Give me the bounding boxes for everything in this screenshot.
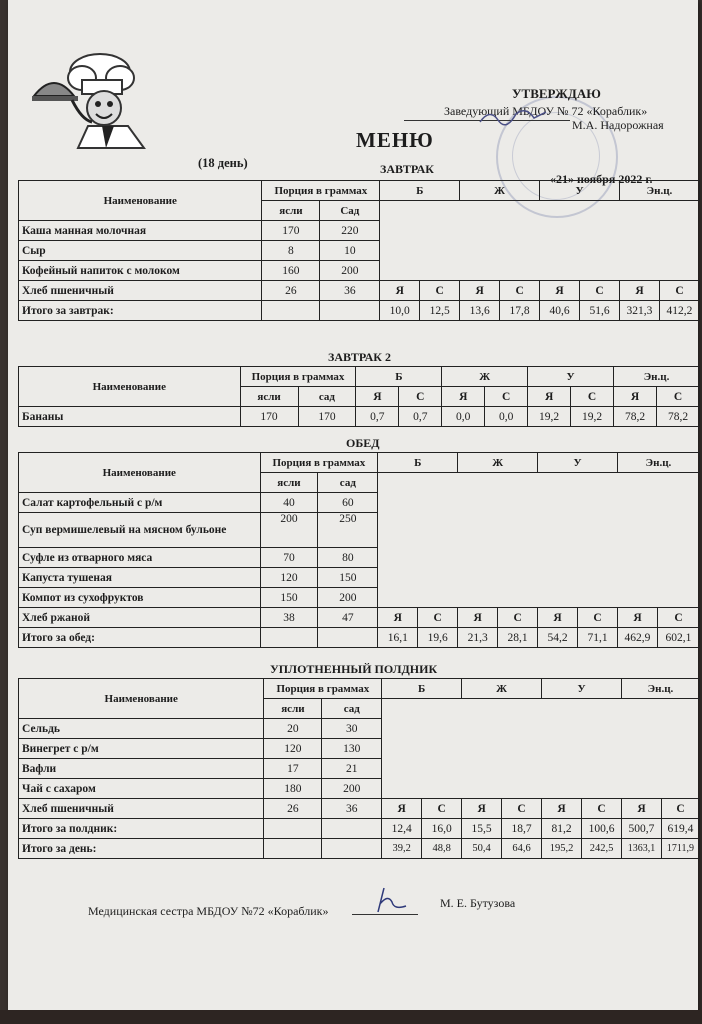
total-label: Итого за завтрак: bbox=[19, 301, 262, 321]
empty-area bbox=[380, 201, 700, 281]
day-total-value: 39,2 bbox=[382, 839, 422, 859]
ya-header: Я bbox=[618, 608, 658, 628]
total-value: 71,1 bbox=[578, 628, 618, 648]
total-row bbox=[19, 301, 700, 321]
col-nursery-header: ясли bbox=[264, 699, 322, 719]
dish-name: Хлеб пшеничный bbox=[19, 281, 262, 301]
ya-header: Я bbox=[356, 387, 399, 407]
col-name-header: Наименование bbox=[19, 181, 262, 221]
col-zh-header: Ж bbox=[458, 453, 538, 473]
table-row bbox=[19, 799, 700, 819]
dish-name: Сыр bbox=[19, 241, 262, 261]
total-value: 54,2 bbox=[538, 628, 578, 648]
col-energy-header: Эн.ц. bbox=[621, 679, 699, 699]
ya-header: Я bbox=[462, 799, 502, 819]
portion-garden: 200 bbox=[322, 779, 382, 799]
total-value: 28,1 bbox=[498, 628, 538, 648]
dish-name: Сельдь bbox=[19, 719, 264, 739]
total-value: 12,4 bbox=[382, 819, 422, 839]
chef-logo bbox=[32, 50, 152, 150]
empty-area bbox=[378, 473, 700, 608]
portion-nursery: 17 bbox=[264, 759, 322, 779]
portion-nursery: 20 bbox=[264, 719, 322, 739]
nutrient-value: 0,7 bbox=[399, 407, 442, 427]
day-total-row bbox=[19, 839, 700, 859]
portion-nursery: 180 bbox=[264, 779, 322, 799]
day-total-value: 48,8 bbox=[422, 839, 462, 859]
head-name: М.А. Надорожная bbox=[572, 118, 664, 132]
ya-header: Я bbox=[382, 799, 422, 819]
nutrient-value: 19,2 bbox=[528, 407, 571, 427]
s-header: С bbox=[580, 281, 620, 301]
ya-header: Я bbox=[538, 608, 578, 628]
nutrient-value: 0,0 bbox=[485, 407, 528, 427]
ya-header: Я bbox=[542, 799, 582, 819]
total-value: 12,5 bbox=[420, 301, 460, 321]
portion-garden: 200 bbox=[318, 588, 378, 608]
portion-nursery: 160 bbox=[262, 261, 320, 281]
col-nursery-header: ясли bbox=[260, 473, 318, 493]
dish-name: Каша манная молочная bbox=[19, 221, 262, 241]
col-name-header: Наименование bbox=[19, 367, 241, 407]
total-value: 15,5 bbox=[462, 819, 502, 839]
day-total-value: 64,6 bbox=[502, 839, 542, 859]
total-value: 81,2 bbox=[542, 819, 582, 839]
breakfast-title: ЗАВТРАК bbox=[380, 162, 435, 176]
day-total-value: 50,4 bbox=[462, 839, 502, 859]
portion-nursery: 26 bbox=[264, 799, 322, 819]
portion-nursery: 120 bbox=[260, 568, 318, 588]
dish-name: Хлеб ржаной bbox=[19, 608, 261, 628]
s-header: С bbox=[661, 799, 699, 819]
total-value: 16,0 bbox=[422, 819, 462, 839]
portion-garden: 21 bbox=[322, 759, 382, 779]
s-header: С bbox=[420, 281, 460, 301]
col-energy-header: Эн.ц. bbox=[618, 453, 700, 473]
total-value: 18,7 bbox=[502, 819, 542, 839]
total-label: Итого за полдник: bbox=[19, 819, 264, 839]
col-u-header: У bbox=[528, 367, 614, 387]
total-value: 17,8 bbox=[500, 301, 540, 321]
total-value: 19,6 bbox=[418, 628, 458, 648]
col-garden-header: Сад bbox=[320, 201, 380, 221]
portion-garden: 150 bbox=[318, 568, 378, 588]
day-total-value: 242,5 bbox=[582, 839, 622, 859]
ya-header: Я bbox=[458, 608, 498, 628]
table-row bbox=[19, 407, 700, 427]
snack-table bbox=[18, 678, 700, 859]
portion-nursery: 120 bbox=[264, 739, 322, 759]
total-value: 51,6 bbox=[580, 301, 620, 321]
col-portion-header: Порция в граммах bbox=[264, 679, 382, 699]
snack-title: УПЛОТНЕННЫЙ ПОЛДНИК bbox=[270, 662, 438, 676]
dish-name: Чай с сахаром bbox=[19, 779, 264, 799]
portion-garden: 200 bbox=[320, 261, 380, 281]
col-zh-header: Ж bbox=[462, 679, 542, 699]
s-header: С bbox=[498, 608, 538, 628]
portion-nursery: 40 bbox=[260, 493, 318, 513]
ya-header: Я bbox=[378, 608, 418, 628]
portion-garden: 30 bbox=[322, 719, 382, 739]
portion-garden: 170 bbox=[298, 407, 356, 427]
portion-nursery: 8 bbox=[262, 241, 320, 261]
col-b-header: Б bbox=[378, 453, 458, 473]
s-header: С bbox=[418, 608, 458, 628]
portion-nursery: 200 bbox=[260, 513, 318, 548]
day-total-value: 195,2 bbox=[542, 839, 582, 859]
s-header: С bbox=[578, 608, 618, 628]
col-energy-header: Эн.ц. bbox=[619, 181, 699, 201]
dish-name: Суп вермишелевый на мясном бульоне bbox=[19, 513, 261, 548]
day-total-value: 1363,1 bbox=[621, 839, 661, 859]
background-floor bbox=[0, 1010, 702, 1024]
s-header: С bbox=[659, 281, 699, 301]
dish-name: Винегрет с р/м bbox=[19, 739, 264, 759]
dish-name: Компот из сухофруктов bbox=[19, 588, 261, 608]
s-header: С bbox=[657, 608, 699, 628]
nutrient-value: 78,2 bbox=[657, 407, 700, 427]
breakfast2-title: ЗАВТРАК 2 bbox=[328, 350, 392, 364]
portion-garden: 36 bbox=[322, 799, 382, 819]
col-portion-header: Порция в граммах bbox=[262, 181, 380, 201]
breakfast2-table bbox=[18, 366, 700, 427]
dish-name: Салат картофельный с р/м bbox=[19, 493, 261, 513]
dish-name: Бананы bbox=[19, 407, 241, 427]
lunch-title: ОБЕД bbox=[346, 436, 380, 450]
s-header: С bbox=[502, 799, 542, 819]
head-position: Заведующий МБДОУ № 72 «Кораблик» bbox=[444, 104, 648, 118]
col-garden-header: сад bbox=[322, 699, 382, 719]
nurse-name: М. Е. Бутузова bbox=[440, 896, 516, 910]
empty-area bbox=[382, 699, 700, 799]
col-u-header: У bbox=[538, 453, 618, 473]
col-portion-header: Порция в граммах bbox=[260, 453, 378, 473]
dish-name: Кофейный напиток с молоком bbox=[19, 261, 262, 281]
total-value: 16,1 bbox=[378, 628, 418, 648]
head-signature bbox=[478, 104, 548, 128]
ya-header: Я bbox=[621, 799, 661, 819]
col-energy-header: Эн.ц. bbox=[614, 367, 700, 387]
ya-header: Я bbox=[442, 387, 485, 407]
ya-header: Я bbox=[540, 281, 580, 301]
ya-header: Я bbox=[619, 281, 659, 301]
s-header: С bbox=[399, 387, 442, 407]
day-total-value: 1711,9 bbox=[661, 839, 699, 859]
portion-garden: 220 bbox=[320, 221, 380, 241]
dish-name: Хлеб пшеничный bbox=[19, 799, 264, 819]
total-value: 10,0 bbox=[380, 301, 420, 321]
col-name-header: Наименование bbox=[19, 679, 264, 719]
total-value: 500,7 bbox=[621, 819, 661, 839]
portion-garden: 60 bbox=[318, 493, 378, 513]
portion-nursery: 26 bbox=[262, 281, 320, 301]
nutrient-value: 0,0 bbox=[442, 407, 485, 427]
total-value: 619,4 bbox=[661, 819, 699, 839]
portion-nursery: 38 bbox=[260, 608, 318, 628]
portion-garden: 10 bbox=[320, 241, 380, 261]
portion-nursery: 170 bbox=[240, 407, 298, 427]
portion-garden: 47 bbox=[318, 608, 378, 628]
day-number: (18 день) bbox=[198, 156, 248, 170]
total-value: 602,1 bbox=[657, 628, 699, 648]
s-header: С bbox=[582, 799, 622, 819]
col-u-header: У bbox=[540, 181, 620, 201]
total-value: 100,6 bbox=[582, 819, 622, 839]
total-value: 321,3 bbox=[619, 301, 659, 321]
col-portion-header: Порция в граммах bbox=[240, 367, 356, 387]
s-header: С bbox=[422, 799, 462, 819]
table-row bbox=[19, 608, 700, 628]
col-b-header: Б bbox=[356, 367, 442, 387]
ya-header: Я bbox=[528, 387, 571, 407]
nurse-position: Медицинская сестра МБДОУ №72 «Кораблик» bbox=[88, 904, 329, 918]
dish-name: Капуста тушеная bbox=[19, 568, 261, 588]
lunch-table bbox=[18, 452, 700, 648]
col-zh-header: Ж bbox=[460, 181, 540, 201]
s-header: С bbox=[500, 281, 540, 301]
s-header: С bbox=[571, 387, 614, 407]
portion-garden: 80 bbox=[318, 548, 378, 568]
col-b-header: Б bbox=[380, 181, 460, 201]
total-value: 13,6 bbox=[460, 301, 500, 321]
ya-header: Я bbox=[614, 387, 657, 407]
total-row bbox=[19, 628, 700, 648]
total-value: 412,2 bbox=[659, 301, 699, 321]
total-value: 40,6 bbox=[540, 301, 580, 321]
total-row bbox=[19, 819, 700, 839]
menu-date: «21» ноября 2022 г. bbox=[550, 172, 653, 186]
col-garden-header: сад bbox=[298, 387, 356, 407]
page-title: МЕНЮ bbox=[356, 128, 434, 152]
portion-garden: 130 bbox=[322, 739, 382, 759]
col-garden-header: сад bbox=[318, 473, 378, 493]
nutrient-value: 78,2 bbox=[614, 407, 657, 427]
col-nursery-header: ясли bbox=[240, 387, 298, 407]
ya-header: Я bbox=[460, 281, 500, 301]
nutrient-value: 0,7 bbox=[356, 407, 399, 427]
dish-name: Суфле из отварного мяса bbox=[19, 548, 261, 568]
portion-garden: 250 bbox=[318, 513, 378, 548]
col-nursery-header: ясли bbox=[262, 201, 320, 221]
day-total-label: Итого за день: bbox=[19, 839, 264, 859]
dish-name: Вафли bbox=[19, 759, 264, 779]
s-header: С bbox=[485, 387, 528, 407]
nurse-signature bbox=[372, 884, 412, 916]
nutrient-value: 19,2 bbox=[571, 407, 614, 427]
menu-sheet bbox=[8, 0, 698, 1016]
col-name-header: Наименование bbox=[19, 453, 261, 493]
total-value: 462,9 bbox=[618, 628, 658, 648]
portion-garden: 36 bbox=[320, 281, 380, 301]
s-header: С bbox=[657, 387, 700, 407]
portion-nursery: 70 bbox=[260, 548, 318, 568]
total-value: 21,3 bbox=[458, 628, 498, 648]
col-u-header: У bbox=[542, 679, 622, 699]
portion-nursery: 170 bbox=[262, 221, 320, 241]
ya-header: Я bbox=[380, 281, 420, 301]
col-b-header: Б bbox=[382, 679, 462, 699]
portion-nursery: 150 bbox=[260, 588, 318, 608]
table-row bbox=[19, 281, 700, 301]
total-label: Итого за обед: bbox=[19, 628, 261, 648]
breakfast-table bbox=[18, 180, 700, 321]
col-zh-header: Ж bbox=[442, 367, 528, 387]
approve-label: УТВЕРЖДАЮ bbox=[512, 86, 601, 101]
